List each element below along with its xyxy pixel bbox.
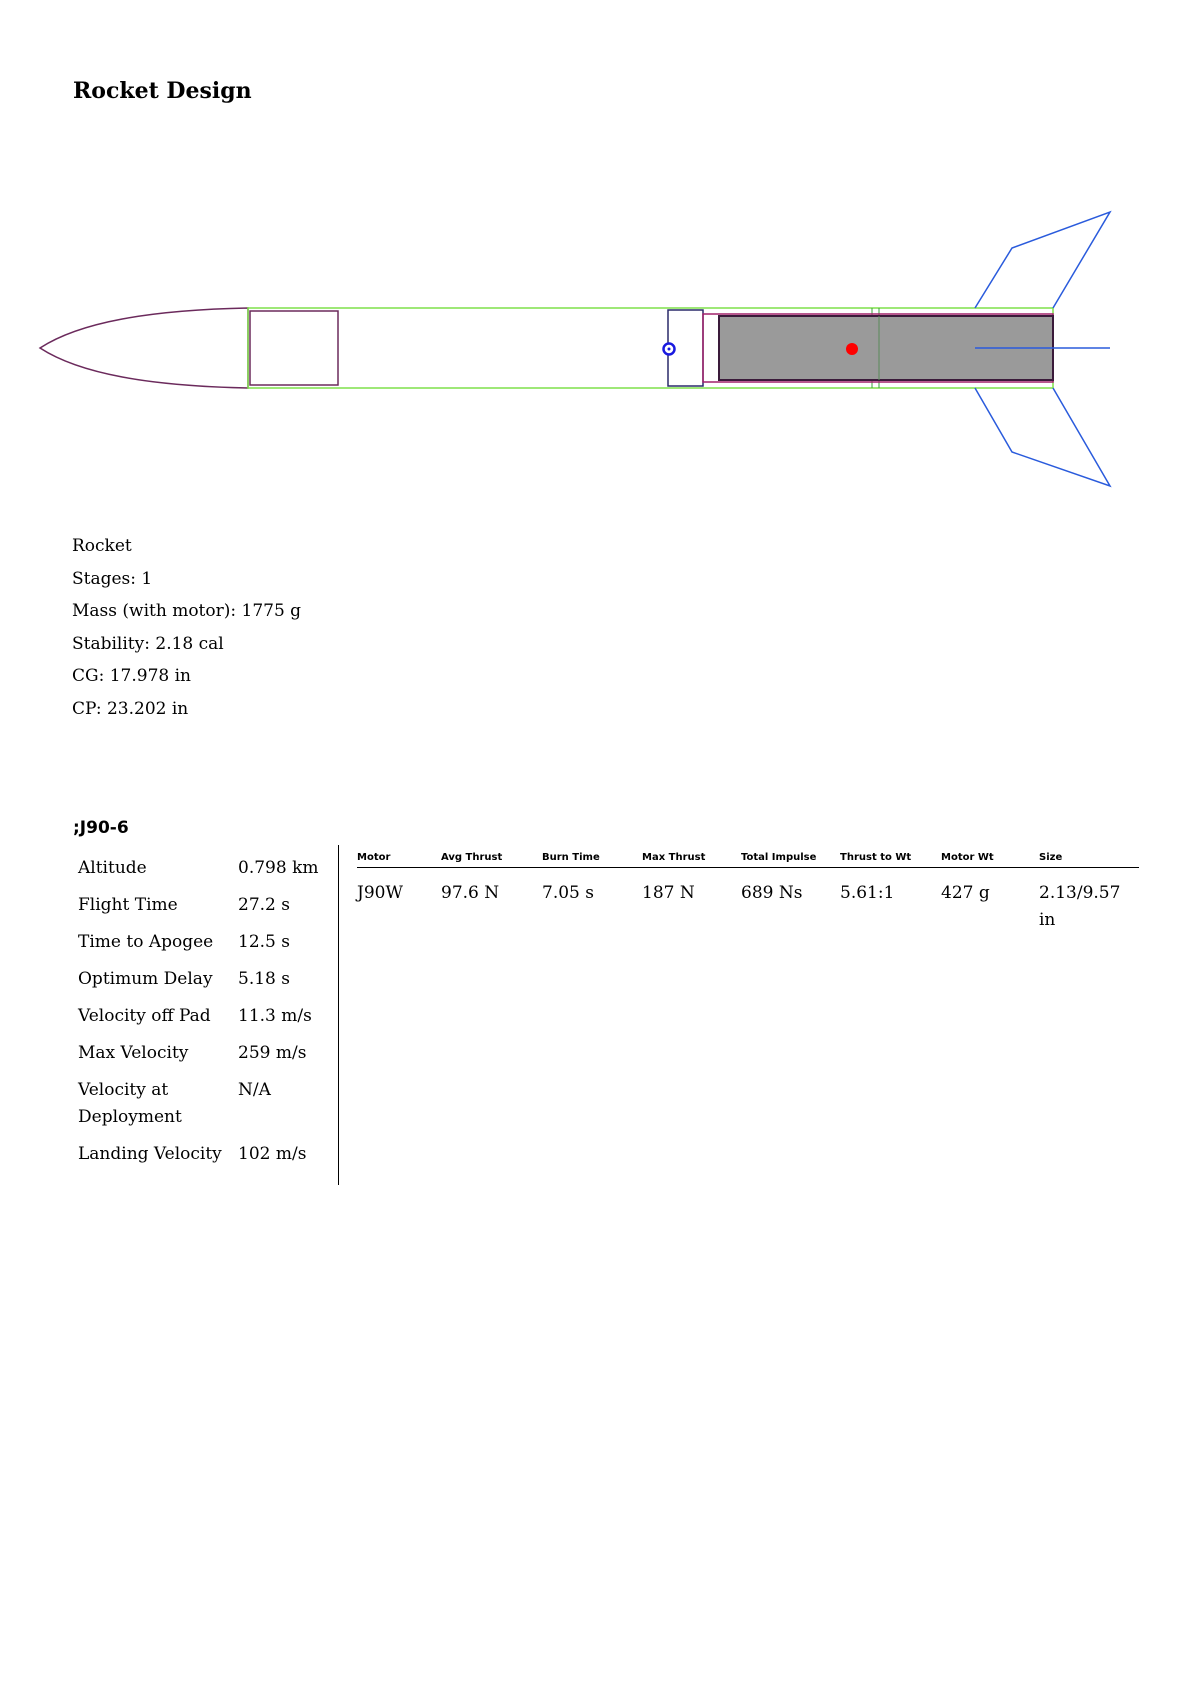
page-title: Rocket Design: [73, 78, 252, 104]
motor-cell: 5.61:1: [840, 883, 895, 903]
col-header: Avg Thrust: [441, 850, 542, 868]
col-header: Total Impulse: [741, 850, 840, 868]
summary-value: 5.18 s: [238, 969, 290, 989]
summary-label: Velocity at Deployment: [78, 1080, 182, 1127]
summary-label: Flight Time: [78, 895, 178, 915]
motor-cell: 187 N: [642, 883, 695, 903]
col-header: Max Thrust: [642, 850, 741, 868]
stability-value: Stability: 2.18 cal: [72, 633, 224, 654]
col-header: Burn Time: [542, 850, 642, 868]
stages-value: Stages: 1: [72, 568, 153, 589]
summary-row: [78, 892, 319, 929]
summary-value: 12.5 s: [238, 932, 290, 952]
mass-value: Mass (with motor): 1775 g: [72, 601, 302, 621]
motor-cell: 7.05 s: [542, 883, 594, 903]
summary-label: Max Velocity: [78, 1043, 189, 1063]
flight-summary-table: [78, 855, 319, 1178]
rocket-heading: Rocket: [72, 536, 132, 556]
motor-cell: 97.6 N: [441, 883, 500, 903]
summary-value: 11.3 m/s: [238, 1006, 312, 1026]
summary-value: 102 m/s: [238, 1144, 307, 1164]
summary-row: [78, 929, 319, 966]
summary-row: [78, 1077, 319, 1141]
motor-table-row: [357, 868, 1139, 935]
summary-value: 259 m/s: [238, 1043, 307, 1063]
cp-marker: [846, 343, 858, 355]
col-header: Size: [1039, 850, 1139, 868]
motor-table-header: [357, 850, 1139, 868]
summary-label: Landing Velocity: [78, 1144, 222, 1164]
cp-value: CP: 23.202 in: [72, 698, 189, 719]
col-header: Motor: [357, 850, 441, 868]
summary-label: Time to Apogee: [78, 932, 214, 952]
motor-cell: 2.13/9.57 in: [1039, 883, 1121, 930]
summary-value: 27.2 s: [238, 895, 290, 915]
summary-value: 0.798 km: [238, 858, 319, 878]
rocket-info: [72, 530, 301, 725]
summary-row: [78, 1040, 319, 1077]
cg-value: CG: 17.978 in: [72, 666, 191, 686]
summary-row: [78, 966, 319, 1003]
cg-marker: [664, 344, 675, 355]
summary-label: Optimum Delay: [78, 969, 213, 989]
summary-label: Altitude: [78, 858, 147, 878]
motor-config-title: ;J90-6: [73, 818, 129, 838]
summary-row: [78, 1003, 319, 1040]
fin-bottom: [975, 388, 1110, 486]
summary-value: N/A: [238, 1080, 271, 1100]
table-divider: [338, 845, 339, 1185]
rocket-diagram: [0, 190, 1200, 510]
nose-cone: [40, 308, 248, 388]
nose-shoulder: [250, 311, 338, 385]
col-header: Thrust to Wt: [840, 850, 941, 868]
summary-row: [78, 855, 319, 892]
summary-label: Velocity off Pad: [78, 1006, 211, 1026]
motor-cell: 427 g: [941, 883, 990, 903]
motor-table: [357, 850, 1139, 934]
motor-cell: J90W: [357, 883, 403, 903]
fin-top: [975, 212, 1110, 308]
motor-cell: 689 Ns: [741, 883, 803, 903]
col-header: Motor Wt: [941, 850, 1039, 868]
summary-row: [78, 1141, 319, 1178]
